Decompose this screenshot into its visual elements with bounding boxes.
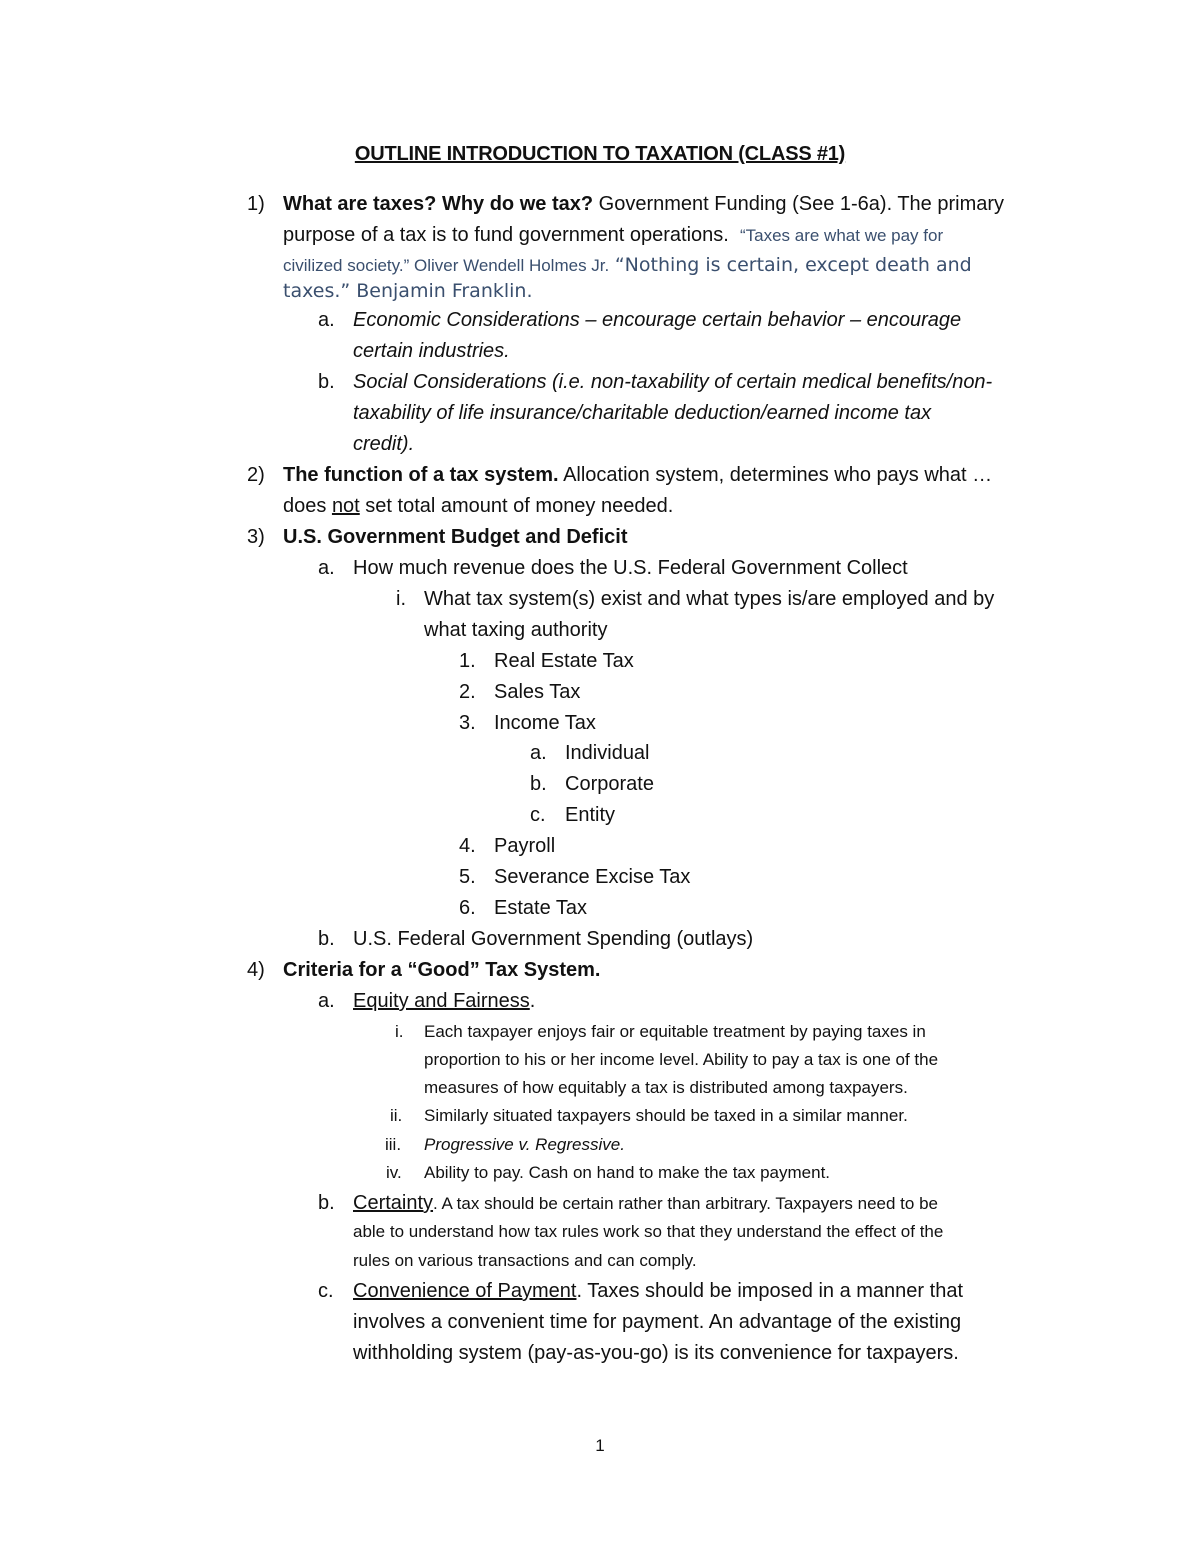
roman-number: iv. (386, 1163, 402, 1182)
income-tax-sub-letter: a. (530, 742, 547, 764)
tax-type-item: Income Tax (494, 712, 596, 734)
section-1-line-2 (283, 223, 943, 248)
tax-type-number: 5. (459, 866, 476, 888)
section-4c-line-1 (353, 1279, 963, 1303)
roman-line: Progressive v. Regressive. (424, 1135, 625, 1154)
equity-fairness-heading: Equity and Fairness (353, 990, 530, 1012)
section-3b-text: U.S. Federal Government Spending (outlays) (353, 928, 754, 950)
section-1-text-2: purpose of a tax is to fund government operations. (283, 224, 729, 246)
certainty-heading: Certainty (353, 1192, 434, 1214)
section-2-number: 2) (247, 464, 265, 486)
tax-type-number: 4. (459, 835, 476, 857)
section-1b-line-1: Social Considerations (i.e. non-taxability of certain medical benefits/non- (353, 371, 993, 393)
section-4-heading: Criteria for a “Good” Tax System. (283, 959, 601, 981)
roman-line: measures of how equitably a tax is distributed among taxpayers. (424, 1078, 908, 1097)
tax-type-number: 2. (459, 681, 476, 703)
income-tax-sub-letter: b. (530, 773, 547, 795)
section-2-line-1 (283, 463, 992, 487)
tax-type-number: 6. (459, 897, 476, 919)
tax-type-item: Real Estate Tax (494, 650, 634, 672)
section-1a-line-1: Economic Considerations – encourage certain behavior – encourage (353, 309, 962, 331)
section-2-underlined-not: not (331, 495, 360, 517)
section-1-heading: What are taxes? Why do we tax? (283, 193, 594, 215)
document-title: OUTLINE INTRODUCTION TO TAXATION (CLASS #1) (354, 143, 846, 165)
section-4b-line-2: able to understand how tax rules work so that they understand the effect of the (353, 1222, 944, 1241)
roman-line: Ability to pay. Cash on hand to make the tax payment. (424, 1163, 831, 1182)
tax-type-number: 1. (459, 650, 476, 672)
section-4b-text-1: . A tax should be certain rather than arbitrary. Taxpayers need to be (433, 1194, 938, 1213)
section-1-text-1: Government Funding (See 1-6a). The primary (593, 193, 1005, 215)
section-4c-text-1: . Taxes should be imposed in a manner that (576, 1280, 964, 1302)
section-3a-text: How much revenue does the U.S. Federal Government Collect (353, 557, 908, 579)
tax-type-item: Payroll (494, 835, 556, 857)
tax-type-item: Severance Excise Tax (494, 866, 691, 888)
income-tax-sub-item: Corporate (565, 773, 654, 795)
section-1-line-3 (283, 253, 972, 278)
section-1a-letter: a. (318, 309, 335, 331)
section-4b-letter: b. (318, 1192, 335, 1214)
section-2-text-2b: set total amount of money needed. (359, 495, 674, 517)
income-tax-sub-item: Individual (565, 742, 650, 764)
roman-number: ii. (390, 1106, 403, 1125)
section-4b-line-1 (353, 1191, 938, 1216)
tax-type-item: Estate Tax (494, 897, 588, 919)
section-2-text-1: Allocation system, determines who pays what … (558, 464, 993, 486)
roman-line: proportion to his or her income level. Ability to pay a tax is one of the (424, 1050, 939, 1069)
roman-number: i. (395, 1022, 404, 1041)
section-2-heading: The function of a tax system. (283, 464, 559, 486)
roman-line: Similarly situated taxpayers should be taxed in a similar manner. (424, 1106, 908, 1125)
section-3-heading: U.S. Government Budget and Deficit (283, 526, 628, 548)
section-1-number: 1) (247, 193, 265, 215)
franklin-quote-part-1: “Nothing is certain, except death and (614, 254, 972, 276)
franklin-quote-part-2: taxes.” Benjamin Franklin. (283, 280, 533, 302)
section-4-number: 4) (247, 959, 265, 981)
holmes-quote-part-1: “Taxes are what we pay for (739, 226, 944, 245)
section-1a-line-2: certain industries. (353, 340, 510, 362)
page-number: 1 (595, 1436, 605, 1455)
roman-number: iii. (385, 1135, 402, 1154)
section-3-number: 3) (247, 526, 265, 548)
income-tax-sub-item: Entity (565, 804, 616, 826)
section-4a-letter: a. (318, 990, 335, 1012)
section-4b-line-3: rules on various transactions and can comply. (353, 1251, 697, 1270)
section-4c-letter: c. (318, 1280, 334, 1302)
section-3a-i-line-2: what taxing authority (424, 619, 608, 641)
section-1b-line-3: credit). (353, 433, 415, 455)
roman-line: Each taxpayer enjoys fair or equitable treatment by paying taxes in (424, 1022, 926, 1041)
section-2-text-2a: does (283, 495, 332, 517)
section-1b-line-2: taxability of life insurance/charitable deduction/earned income tax (353, 402, 932, 424)
section-4c-line-2: involves a convenient time for payment. An advantage of the existing (353, 1311, 962, 1333)
tax-type-item: Sales Tax (494, 681, 581, 703)
convenience-heading: Convenience of Payment (353, 1280, 577, 1302)
section-3b-letter: b. (318, 928, 335, 950)
section-3a-i-number: i. (396, 588, 406, 610)
section-2-line-2 (283, 494, 673, 518)
section-1-line-1 (283, 192, 1004, 216)
income-tax-sub-letter: c. (530, 804, 546, 826)
section-4c-line-3: withholding system (pay-as-you-go) is its convenience for taxpayers. (353, 1342, 959, 1364)
tax-type-number: 3. (459, 712, 476, 734)
holmes-quote-part-2: civilized society.” Oliver Wendell Holmes Jr. (283, 256, 610, 275)
section-4a-line (353, 989, 535, 1013)
section-4a-tail: . (529, 990, 536, 1012)
section-3a-letter: a. (318, 557, 335, 579)
section-3a-i-line-1: What tax system(s) exist and what types is/are employed and by (424, 588, 995, 610)
section-1-line-4 (283, 279, 533, 303)
section-1b-letter: b. (318, 371, 335, 393)
